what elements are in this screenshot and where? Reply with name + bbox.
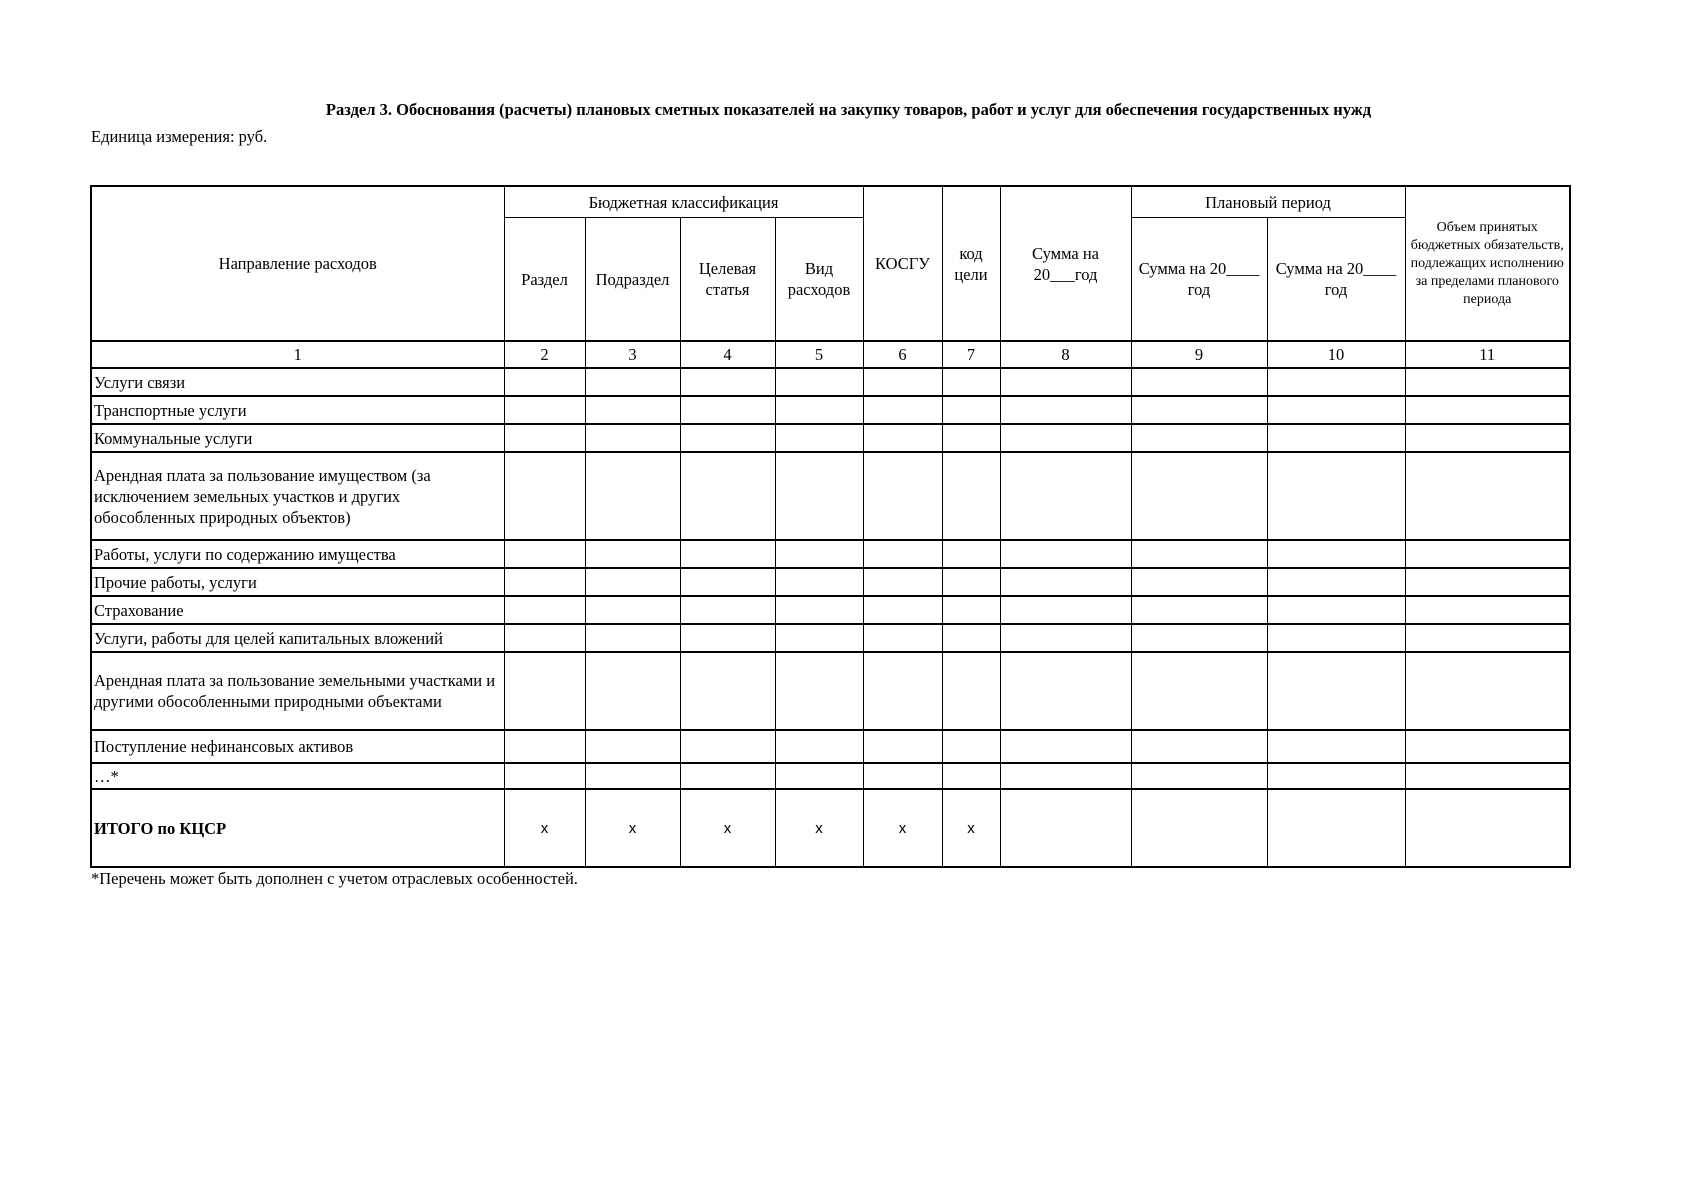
- table-cell: [775, 452, 863, 540]
- total-mark: x: [680, 789, 775, 867]
- column-number: 8: [1000, 341, 1131, 368]
- table-cell: [775, 396, 863, 424]
- column-number: 7: [942, 341, 1000, 368]
- table-cell: [1267, 763, 1405, 789]
- estimates-table: [90, 185, 1571, 868]
- table-cell: [863, 730, 942, 763]
- table-cell: [680, 568, 775, 596]
- table-cell: [1267, 568, 1405, 596]
- total-mark: x: [775, 789, 863, 867]
- table-cell: [1267, 368, 1405, 396]
- header-subsection: Подраздел: [585, 218, 680, 342]
- table-cell: [504, 424, 585, 452]
- unit-of-measure: Единица измерения: руб.: [91, 127, 268, 146]
- header-row-top: [91, 186, 1570, 218]
- total-row: [91, 789, 1570, 867]
- table-cell: [504, 652, 585, 730]
- table-cell: [942, 652, 1000, 730]
- table-cell: [1131, 396, 1267, 424]
- table-cell: [585, 596, 680, 624]
- table-cell: [775, 624, 863, 652]
- table-cell: [1131, 789, 1267, 867]
- header-kosgu: КОСГУ: [863, 186, 942, 341]
- row-label: Страхование: [91, 596, 504, 624]
- header-goal-code: код цели: [942, 186, 1000, 341]
- table-cell: [585, 568, 680, 596]
- table-cell: [775, 540, 863, 568]
- table-cell: [775, 652, 863, 730]
- table-cell: [504, 368, 585, 396]
- table-cell: [1267, 540, 1405, 568]
- table-cell: [1131, 730, 1267, 763]
- total-mark: x: [585, 789, 680, 867]
- table-cell: [504, 396, 585, 424]
- table-cell: [680, 596, 775, 624]
- table-cell: [1131, 368, 1267, 396]
- table-cell: [942, 452, 1000, 540]
- table-cell: [1000, 624, 1131, 652]
- table-cell: [585, 540, 680, 568]
- table-cell: [504, 596, 585, 624]
- table-cell: [680, 396, 775, 424]
- table-cell: [680, 424, 775, 452]
- row-label: …*: [91, 763, 504, 789]
- table-cell: [1000, 568, 1131, 596]
- table-cell: [1405, 730, 1570, 763]
- table-cell: [775, 424, 863, 452]
- footnote: *Перечень может быть дополнен с учетом отраслевых особенностей.: [91, 869, 578, 888]
- table-cell: [1131, 763, 1267, 789]
- column-number: 1: [91, 341, 504, 368]
- table-cell: [863, 452, 942, 540]
- header-planning-period: Плановый период: [1131, 186, 1405, 218]
- row-label: Услуги, работы для целей капитальных вложений: [91, 624, 504, 652]
- table-cell: [1267, 424, 1405, 452]
- table-cell: [775, 763, 863, 789]
- table-cell: [1000, 368, 1131, 396]
- table-cell: [863, 424, 942, 452]
- table-cell: [1405, 568, 1570, 596]
- table-cell: [1000, 730, 1131, 763]
- table-cell: [680, 652, 775, 730]
- table-cell: [775, 368, 863, 396]
- table-cell: [863, 596, 942, 624]
- row-label: Арендная плата за пользование земельными участками и другими обособленными природными объектами: [91, 652, 504, 730]
- table-cell: [863, 763, 942, 789]
- table-cell: [1131, 624, 1267, 652]
- table-cell: [504, 730, 585, 763]
- table-cell: [775, 730, 863, 763]
- table-row: [91, 730, 1570, 763]
- header-sum-after: Сумма на 20____ год: [1267, 218, 1405, 342]
- total-label: ИТОГО по КЦСР: [91, 789, 504, 867]
- table-cell: [1131, 452, 1267, 540]
- table-cell: [504, 452, 585, 540]
- table-cell: [1405, 652, 1570, 730]
- total-mark: x: [942, 789, 1000, 867]
- table-cell: [585, 730, 680, 763]
- table-cell: [1000, 789, 1131, 867]
- row-label: Прочие работы, услуги: [91, 568, 504, 596]
- table-cell: [1405, 452, 1570, 540]
- table-cell: [1000, 540, 1131, 568]
- header-obligations: Объем принятых бюджетных обязательств, подлежащих исполнению за пределами планового периода: [1405, 186, 1570, 341]
- column-numbers-row: [91, 341, 1570, 368]
- table-cell: [680, 452, 775, 540]
- column-number: 3: [585, 341, 680, 368]
- row-label: Работы, услуги по содержанию имущества: [91, 540, 504, 568]
- header-section: Раздел: [504, 218, 585, 342]
- header-sum-current: Сумма на 20___год: [1000, 186, 1131, 341]
- table-row: [91, 763, 1570, 789]
- table-cell: [942, 624, 1000, 652]
- table-cell: [585, 763, 680, 789]
- column-number: 10: [1267, 341, 1405, 368]
- total-mark: x: [504, 789, 585, 867]
- table-cell: [1000, 763, 1131, 789]
- table-cell: [863, 652, 942, 730]
- header-expense-type: Вид расходов: [775, 218, 863, 342]
- table-cell: [1000, 424, 1131, 452]
- document-title: Раздел 3. Обоснования (расчеты) плановых сметных показателей на закупку товаров, работ и услуг для обеспечения государственных нужд: [325, 100, 1372, 119]
- total-mark: x: [863, 789, 942, 867]
- table-cell: [775, 596, 863, 624]
- column-number: 5: [775, 341, 863, 368]
- table-cell: [1405, 424, 1570, 452]
- table-cell: [1405, 396, 1570, 424]
- row-label: Транспортные услуги: [91, 396, 504, 424]
- table-row: [91, 540, 1570, 568]
- table-cell: [942, 396, 1000, 424]
- table-row: [91, 368, 1570, 396]
- table-cell: [585, 396, 680, 424]
- table-cell: [585, 652, 680, 730]
- table-cell: [680, 368, 775, 396]
- table-cell: [1000, 396, 1131, 424]
- table-cell: [504, 540, 585, 568]
- table-cell: [775, 568, 863, 596]
- column-number: 6: [863, 341, 942, 368]
- column-number: 11: [1405, 341, 1570, 368]
- header-target-item: Целевая статья: [680, 218, 775, 342]
- table-cell: [680, 763, 775, 789]
- table-cell: [585, 452, 680, 540]
- table-cell: [1405, 540, 1570, 568]
- table-cell: [863, 396, 942, 424]
- header-sum-next: Сумма на 20____ год: [1131, 218, 1267, 342]
- table-cell: [942, 368, 1000, 396]
- table-row: [91, 624, 1570, 652]
- table-cell: [1405, 789, 1570, 867]
- table-cell: [863, 368, 942, 396]
- table-cell: [1405, 624, 1570, 652]
- table-cell: [504, 763, 585, 789]
- table-cell: [1267, 452, 1405, 540]
- table-row: [91, 452, 1570, 540]
- header-budget-classification: Бюджетная классификация: [504, 186, 863, 218]
- table-cell: [1267, 396, 1405, 424]
- table-cell: [1405, 763, 1570, 789]
- table-cell: [942, 596, 1000, 624]
- table-cell: [680, 624, 775, 652]
- row-label: Арендная плата за пользование имуществом (за исключением земельных участков и других обособленных природных объектов): [91, 452, 504, 540]
- table-row: [91, 652, 1570, 730]
- table-cell: [863, 540, 942, 568]
- table-cell: [942, 763, 1000, 789]
- table-cell: [1267, 652, 1405, 730]
- table-cell: [1405, 596, 1570, 624]
- table-cell: [504, 624, 585, 652]
- column-number: 2: [504, 341, 585, 368]
- table-cell: [1000, 596, 1131, 624]
- row-label: Поступление нефинансовых активов: [91, 730, 504, 763]
- table-cell: [585, 368, 680, 396]
- table-cell: [1131, 424, 1267, 452]
- table-cell: [1000, 652, 1131, 730]
- table-cell: [1405, 368, 1570, 396]
- table-row: [91, 596, 1570, 624]
- table-cell: [1131, 652, 1267, 730]
- row-label: Услуги связи: [91, 368, 504, 396]
- row-label: Коммунальные услуги: [91, 424, 504, 452]
- table-cell: [1267, 624, 1405, 652]
- table-cell: [1131, 540, 1267, 568]
- table-row: [91, 424, 1570, 452]
- table-cell: [1267, 730, 1405, 763]
- table-cell: [680, 540, 775, 568]
- table-cell: [863, 568, 942, 596]
- table-cell: [1131, 568, 1267, 596]
- table-cell: [942, 568, 1000, 596]
- table-cell: [1267, 789, 1405, 867]
- table-cell: [942, 730, 1000, 763]
- header-direction: Направление расходов: [91, 186, 504, 341]
- table-cell: [504, 568, 585, 596]
- table-cell: [1267, 596, 1405, 624]
- table-cell: [1000, 452, 1131, 540]
- table-row: [91, 396, 1570, 424]
- table-cell: [585, 624, 680, 652]
- table-row: [91, 568, 1570, 596]
- table-cell: [1131, 596, 1267, 624]
- table-cell: [585, 424, 680, 452]
- table-cell: [680, 730, 775, 763]
- table-cell: [942, 424, 1000, 452]
- column-number: 4: [680, 341, 775, 368]
- table-cell: [942, 540, 1000, 568]
- column-number: 9: [1131, 341, 1267, 368]
- table-cell: [863, 624, 942, 652]
